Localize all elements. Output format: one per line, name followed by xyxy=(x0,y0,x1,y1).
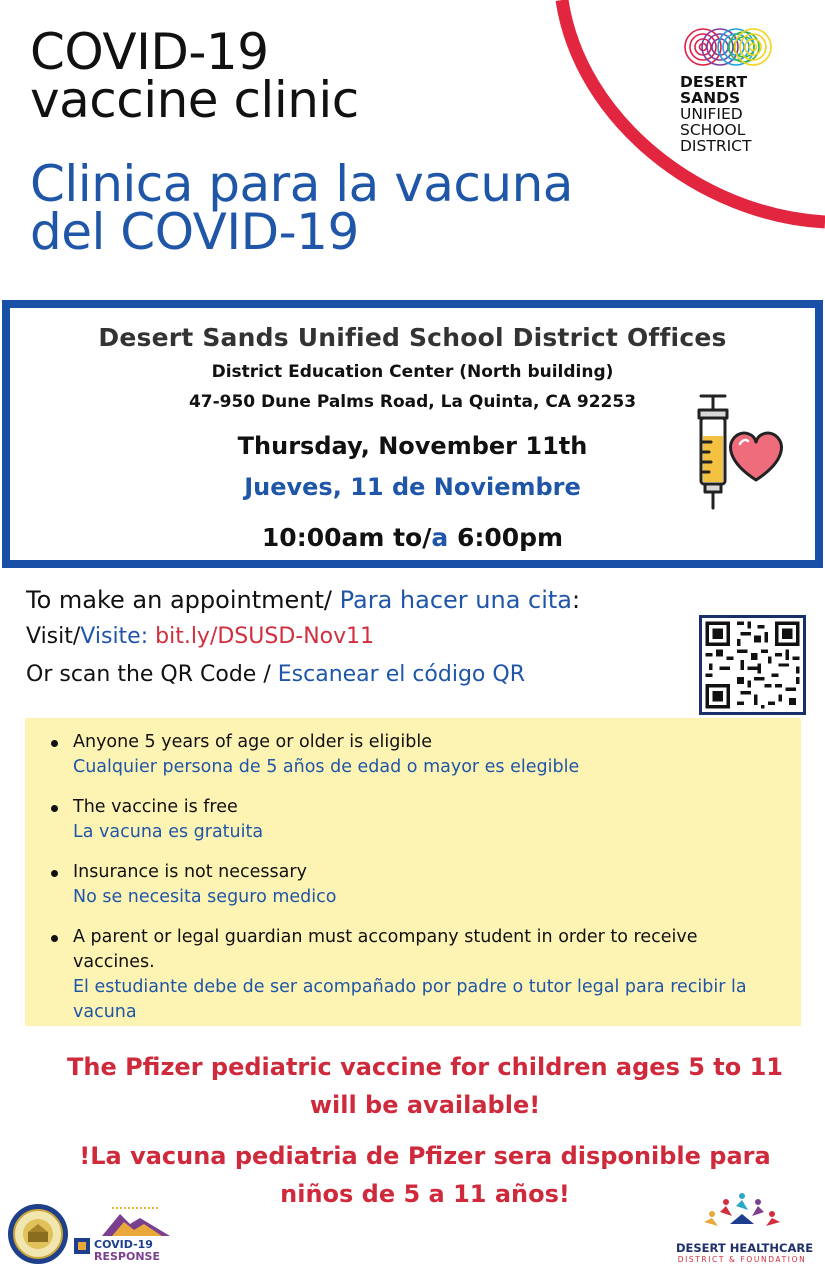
eligibility-es: No se necesita seguro medico xyxy=(73,887,337,907)
covid-logo-sub: RESPONSE xyxy=(94,1250,160,1263)
logo-line-unified: UNIFIED xyxy=(680,105,743,123)
qr-code-pattern xyxy=(702,618,803,712)
title-en-line1: COVID-19 xyxy=(30,23,269,81)
district-rings-icon xyxy=(684,26,772,68)
bullet-dot xyxy=(51,870,58,877)
visit-en: Visit/ xyxy=(26,624,81,649)
eligibility-box xyxy=(25,718,801,1026)
date-english: Thursday, November 11th xyxy=(237,432,588,460)
organization-name: Desert Sands Unified School District Offices xyxy=(98,323,727,352)
date-spanish: Jueves, 11 de Noviembre xyxy=(244,473,581,501)
district-logo xyxy=(680,26,780,154)
covid-19-response-logo xyxy=(72,1202,184,1268)
dhcd-subtitle: DISTRICT & FOUNDATION xyxy=(677,1255,807,1264)
county-seal-icon xyxy=(6,1200,70,1268)
title-es-line2: del COVID-19 xyxy=(30,203,359,261)
logo-line-district: DISTRICT xyxy=(680,137,752,155)
dhcd-name: DESERT HEALTHCARE xyxy=(676,1241,814,1255)
logo-line-school: SCHOOL xyxy=(680,121,746,139)
eligibility-en: The vaccine is free xyxy=(73,797,238,817)
hours-connector: a xyxy=(431,523,449,552)
eligibility-es: La vacuna es gratuita xyxy=(73,822,264,842)
visit-line xyxy=(26,624,374,649)
title-es-line1: Clinica para la vacuna xyxy=(30,155,573,213)
bullet-dot xyxy=(51,805,58,812)
eligibility-en: A parent or legal guardian must accompany student in order to receive vaccines. xyxy=(73,927,698,972)
title-en-line2: vaccine clinic xyxy=(30,71,359,129)
address: 47-950 Dune Palms Road, La Quinta, CA 92253 xyxy=(188,392,637,412)
appointment-colon: : xyxy=(572,586,581,614)
desert-healthcare-logo xyxy=(676,1190,814,1264)
qr-code-icon[interactable] xyxy=(699,615,806,715)
scan-line xyxy=(26,662,525,687)
logo-line-desert: DESERT xyxy=(680,73,748,91)
appointment-heading xyxy=(26,586,580,614)
hours-end: 6:00pm xyxy=(448,523,564,552)
eligibility-item xyxy=(73,925,773,1025)
eligibility-es: Cualquier persona de 5 años de edad o mayor es elegible xyxy=(73,757,580,777)
scan-en: Or scan the QR Code / xyxy=(26,662,278,687)
location-info-box xyxy=(2,300,823,568)
eligibility-item xyxy=(73,860,773,910)
covid-logo-title: COVID-19 xyxy=(94,1238,153,1251)
title-english xyxy=(30,23,359,129)
building-name: District Education Center (North building) xyxy=(211,362,614,382)
appointment-en: To make an appointment/ xyxy=(26,586,340,614)
appointment-link[interactable]: bit.ly/DSUSD-Nov11 xyxy=(155,624,375,649)
eligibility-es: El estudiante debe de ser acompañado por padre o tutor legal para recibir la vacuna xyxy=(73,977,747,1022)
appointment-es: Para hacer una cita xyxy=(339,586,573,614)
desert-healthcare-figures-icon xyxy=(696,1190,788,1234)
clinic-hours xyxy=(10,523,815,552)
eligibility-en: Insurance is not necessary xyxy=(73,862,307,882)
title-spanish xyxy=(30,155,573,261)
scan-es: Escanear el código QR xyxy=(277,662,525,687)
district-logo-text xyxy=(680,74,780,154)
eligibility-item xyxy=(73,730,773,780)
eligibility-item xyxy=(73,795,773,845)
eligibility-en: Anyone 5 years of age or older is eligible xyxy=(73,732,432,752)
logo-line-sands: SANDS xyxy=(680,89,741,107)
pfizer-announcement-es: !La vacuna pediatria de Pfizer sera disponible para niños de 5 a 11 años! xyxy=(79,1142,771,1208)
bullet-dot xyxy=(51,740,58,747)
bullet-dot xyxy=(51,935,58,942)
hours-start: 10:00am to/ xyxy=(261,523,432,552)
visit-es: Visite: xyxy=(80,624,156,649)
syringe-heart-icon xyxy=(678,392,788,512)
pfizer-announcement-en: The Pfizer pediatric vaccine for children ages 5 to 11 will be available! xyxy=(66,1053,783,1119)
